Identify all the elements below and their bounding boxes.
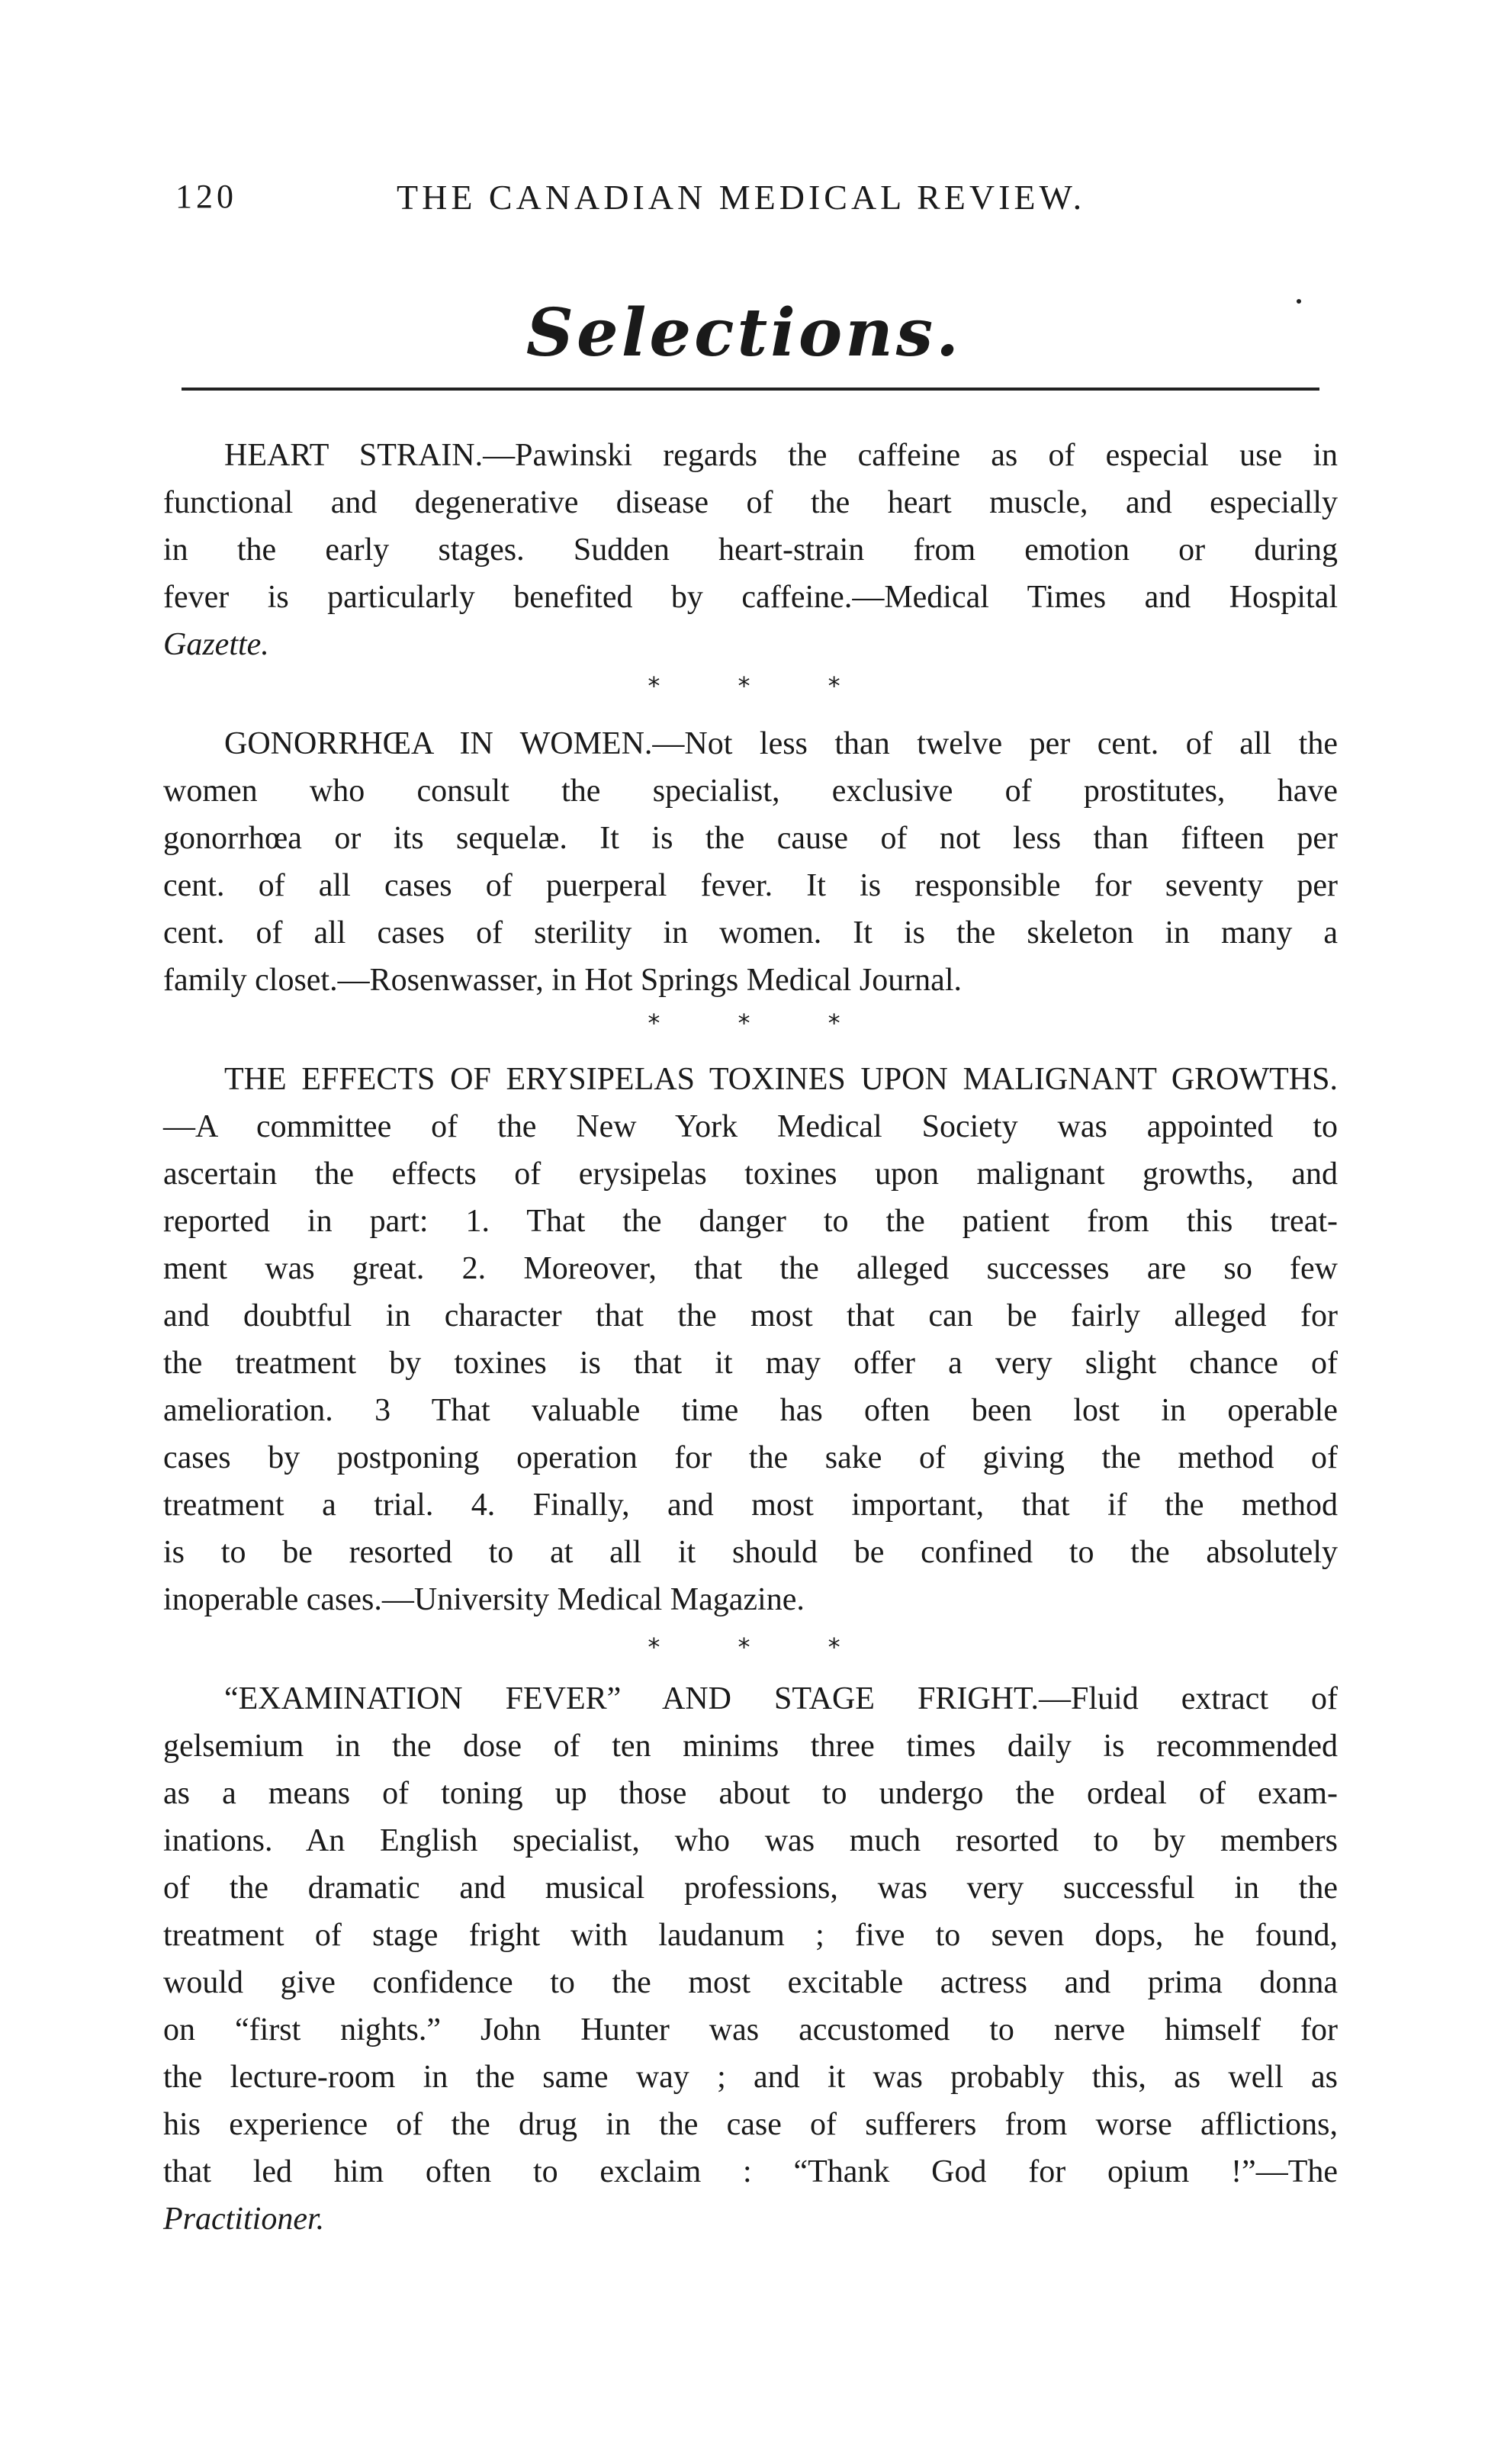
running-title: THE CANADIAN MEDICAL REVIEW. — [397, 178, 1086, 217]
article-gonorrhoea — [163, 720, 1338, 1004]
page-number: 120 — [175, 178, 237, 215]
article-heart-strain — [163, 432, 1338, 668]
article-line: treatment of stage fright with laudanum ; five to seven dops, he found, — [163, 1918, 1338, 1953]
article-line: reported in part: 1. That the danger to the patient from this treat- — [163, 1204, 1338, 1239]
article-line: —A committee of the New York Medical Society was appointed to — [163, 1109, 1338, 1144]
article-line: HEART STRAIN.—Pawinski regards the caffeine as of especial use in — [224, 438, 1338, 473]
article-line: Practitioner. — [163, 2202, 325, 2237]
article-line: gelsemium in the dose of ten minims three times daily is recommended — [163, 1729, 1338, 1764]
article-line: inations. An English specialist, who was much resorted to by members — [163, 1823, 1338, 1858]
article-line: family closet.—Rosenwasser, in Hot Springs Medical Journal. — [163, 963, 962, 998]
section-title: Selections. — [525, 294, 963, 372]
article-line: Gazette. — [163, 627, 269, 662]
article-line: as a means of toning up those about to undergo the ordeal of exam- — [163, 1776, 1338, 1811]
print-speck — [1297, 299, 1301, 304]
title-rule — [182, 388, 1319, 391]
article-line: in the early stages. Sudden heart-strain from emotion or during — [163, 532, 1338, 568]
article-line: of the dramatic and musical professions, was very successful in the — [163, 1871, 1338, 1906]
article-line: cent. of all cases of puerperal fever. It is responsible for seventy per — [163, 868, 1338, 903]
section-separator: * * * — [648, 1008, 876, 1037]
article-line: “EXAMINATION FEVER” AND STAGE FRIGHT.—Fluid extract of — [224, 1681, 1338, 1716]
article-line: the treatment by toxines is that it may offer a very slight chance of — [163, 1346, 1338, 1381]
article-line: THE EFFECTS OF ERYSIPELAS TOXINES UPON MALIGNANT GROWTHS. — [224, 1062, 1338, 1097]
article-line: that led him often to exclaim : “Thank God for opium !”—The — [163, 2154, 1338, 2189]
article-line: cases by postponing operation for the sake of giving the method of — [163, 1440, 1338, 1475]
article-line: would give confidence to the most excitable actress and prima donna — [163, 1965, 1338, 2000]
article-line: gonorrhœa or its sequelæ. It is the cause of not less than fifteen per — [163, 821, 1338, 856]
article-line: inoperable cases.—University Medical Magazine. — [163, 1582, 805, 1617]
article-line: women who consult the specialist, exclusive of prostitutes, have — [163, 774, 1338, 809]
article-line: ment was great. 2. Moreover, that the alleged successes are so few — [163, 1251, 1338, 1286]
article-line: and doubtful in character that the most that can be fairly alleged for — [163, 1298, 1338, 1333]
article-examination-fever — [163, 1675, 1338, 2243]
article-line: functional and degenerative disease of the heart muscle, and especially — [163, 485, 1338, 520]
article-line: is to be resorted to at all it should be confined to the absolutely — [163, 1535, 1338, 1570]
section-separator: * * * — [648, 1632, 876, 1661]
article-line: ascertain the effects of erysipelas toxines upon malignant growths, and — [163, 1156, 1338, 1192]
article-erysipelas-toxines — [163, 1056, 1338, 1623]
section-separator: * * * — [648, 671, 876, 700]
article-line: amelioration. 3 That valuable time has often been lost in operable — [163, 1393, 1338, 1428]
article-line: on “first nights.” John Hunter was accustomed to nerve himself for — [163, 2012, 1338, 2047]
article-line: fever is particularly benefited by caffeine.—Medical Times and Hospital — [163, 580, 1338, 615]
article-line: the lecture-room in the same way ; and it was probably this, as well as — [163, 2060, 1338, 2095]
page-header — [175, 177, 1304, 226]
article-line: treatment a trial. 4. Finally, and most important, that if the method — [163, 1488, 1338, 1523]
article-line: GONORRHŒA IN WOMEN.—Not less than twelve per cent. of all the — [224, 726, 1338, 761]
article-line: cent. of all cases of sterility in women. It is the skeleton in many a — [163, 915, 1338, 951]
article-line: his experience of the drug in the case of sufferers from worse afflictions, — [163, 2107, 1338, 2142]
